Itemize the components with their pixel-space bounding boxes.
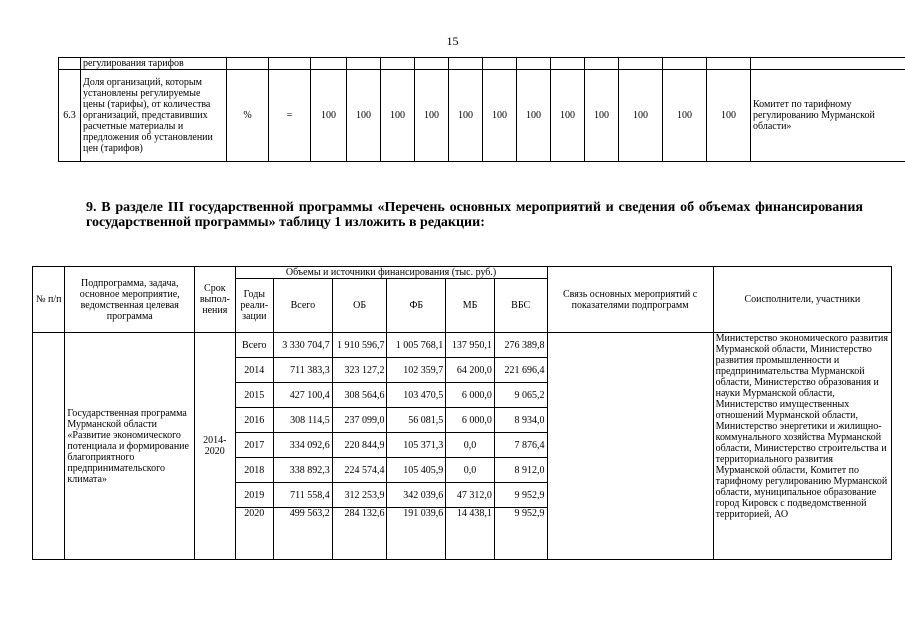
- value-cell: 100: [619, 70, 663, 162]
- fb-cell: 102 359,7: [387, 358, 446, 383]
- vbs-cell: 8 912,0: [494, 458, 547, 483]
- table-row: [59, 58, 905, 70]
- year-cell: 2018: [235, 458, 273, 483]
- vbs-cell: 8 934,0: [494, 408, 547, 433]
- ob-cell: 323 127,2: [332, 358, 387, 383]
- value-cell: 100: [517, 70, 551, 162]
- table-row: [59, 70, 905, 162]
- total-cell: 711 383,3: [274, 358, 333, 383]
- program-term: 2014-2020: [195, 333, 236, 560]
- ob-cell: 1 910 596,7: [332, 333, 387, 358]
- ob-cell: 308 564,6: [332, 383, 387, 408]
- mb-cell: 6 000,0: [446, 383, 495, 408]
- ob-cell: 224 574,4: [332, 458, 387, 483]
- col-header-total: Всего: [274, 279, 333, 333]
- fb-cell: 342 039,6: [387, 483, 446, 508]
- value-cell: 100: [449, 70, 483, 162]
- total-cell: 711 558,4: [274, 483, 333, 508]
- col-header-program: Подпрограмма, задача, основное мероприятие, ведомственная целевая программа: [65, 267, 195, 333]
- total-cell: 334 092,6: [274, 433, 333, 458]
- value-cell: 100: [585, 70, 619, 162]
- table-row: [33, 333, 892, 358]
- fb-cell: 1 005 768,1: [387, 333, 446, 358]
- value-cell: 100: [381, 70, 415, 162]
- value-cell: 100: [707, 70, 751, 162]
- ob-cell: 284 132,6: [332, 508, 387, 560]
- fb-cell: 105 371,3: [387, 433, 446, 458]
- fb-cell: 103 470,5: [387, 383, 446, 408]
- sign-cell: =: [269, 70, 311, 162]
- vbs-cell: 221 696,4: [494, 358, 547, 383]
- value-cell: 100: [663, 70, 707, 162]
- total-cell: 499 563,2: [274, 508, 333, 560]
- fb-cell: 105 405,9: [387, 458, 446, 483]
- indicator-continued-text: регулирования тарифов: [81, 58, 227, 70]
- total-cell: 427 100,4: [274, 383, 333, 408]
- indicators-table: [58, 57, 905, 162]
- year-cell: 2016: [235, 408, 273, 433]
- total-cell: 3 330 704,7: [274, 333, 333, 358]
- value-cell: 100: [415, 70, 449, 162]
- total-cell: 308 114,5: [274, 408, 333, 433]
- coexecutors-cell: Министерство экономического развития Мурманской области, Министерство развития промышленности и предпринимательства Мурманской области, Министерство образования и науки Мурманской области, Министерство имущественных отношений Мурманской области, Министерство энергетики и жилищно-коммунального хозяйства Мурманской области, Министерство строительства и территориального развития Мурманской области, Комитет по тарифному регулированию Мурманской области, муниципальное образование город Кировск с подведомственной территорией, АО: [713, 333, 891, 560]
- col-header-vbs: ВБС: [494, 279, 547, 333]
- mb-cell: 47 312,0: [446, 483, 495, 508]
- mb-cell: 64 200,0: [446, 358, 495, 383]
- vbs-cell: 9 065,2: [494, 383, 547, 408]
- fb-cell: 191 039,6: [387, 508, 446, 560]
- mb-cell: 0,0: [446, 458, 495, 483]
- vbs-cell: 9 952,9: [494, 483, 547, 508]
- year-cell: 2020: [235, 508, 273, 560]
- col-header-coexec: Соисполнители, участники: [713, 267, 891, 333]
- responsible-cell: Комитет по тарифному регулированию Мурманской области»: [751, 70, 905, 162]
- col-header-term: Срок выпол-нения: [195, 267, 236, 333]
- page-number: 15: [446, 34, 459, 48]
- year-cell: 2014: [235, 358, 273, 383]
- value-cell: 100: [551, 70, 585, 162]
- table-header-row: [33, 267, 892, 279]
- col-header-fb: ФБ: [387, 279, 446, 333]
- row-number: 6.3: [59, 70, 81, 162]
- value-cell: 100: [483, 70, 517, 162]
- link-cell: [547, 333, 713, 560]
- year-cell: 2019: [235, 483, 273, 508]
- col-header-mb: МБ: [446, 279, 495, 333]
- mb-cell: 137 950,1: [446, 333, 495, 358]
- total-cell: 338 892,3: [274, 458, 333, 483]
- ob-cell: 312 253,9: [332, 483, 387, 508]
- year-cell: 2015: [235, 383, 273, 408]
- mb-cell: 14 438,1: [446, 508, 495, 560]
- col-header-link: Связь основных мероприятий с показателями подпрограмм: [547, 267, 713, 333]
- unit-cell: %: [227, 70, 269, 162]
- year-cell: Всего: [235, 333, 273, 358]
- col-header-years: Годы реали-зации: [235, 279, 273, 333]
- program-name: Государственная программа Мурманской области «Развитие экономического потенциала и формирование благоприятного предпринимательского климата»: [65, 333, 195, 560]
- col-header-num: № п/п: [33, 267, 65, 333]
- fb-cell: 56 081,5: [387, 408, 446, 433]
- ob-cell: 220 844,9: [332, 433, 387, 458]
- vbs-cell: 9 952,9: [494, 508, 547, 560]
- financing-table: [32, 266, 892, 560]
- ob-cell: 237 099,0: [332, 408, 387, 433]
- year-cell: 2017: [235, 433, 273, 458]
- col-header-ob: ОБ: [332, 279, 387, 333]
- amendment-paragraph: 9. В разделе III государственной программы «Перечень основных мероприятий и сведения об объемах финансирования государственной программы» таблицу 1 изложить в редакции:: [86, 200, 863, 230]
- mb-cell: 0,0: [446, 433, 495, 458]
- col-header-volumes: Объемы и источники финансирования (тыс. руб.): [235, 267, 547, 279]
- indicator-name: Доля организаций, которым установлены регулируемые цены (тарифы), от количества организаций, представивших расчетные материалы и предложения об установлении цен (тарифов): [81, 70, 227, 162]
- mb-cell: 6 000,0: [446, 408, 495, 433]
- vbs-cell: 7 876,4: [494, 433, 547, 458]
- vbs-cell: 276 389,8: [494, 333, 547, 358]
- value-cell: 100: [311, 70, 347, 162]
- value-cell: 100: [347, 70, 381, 162]
